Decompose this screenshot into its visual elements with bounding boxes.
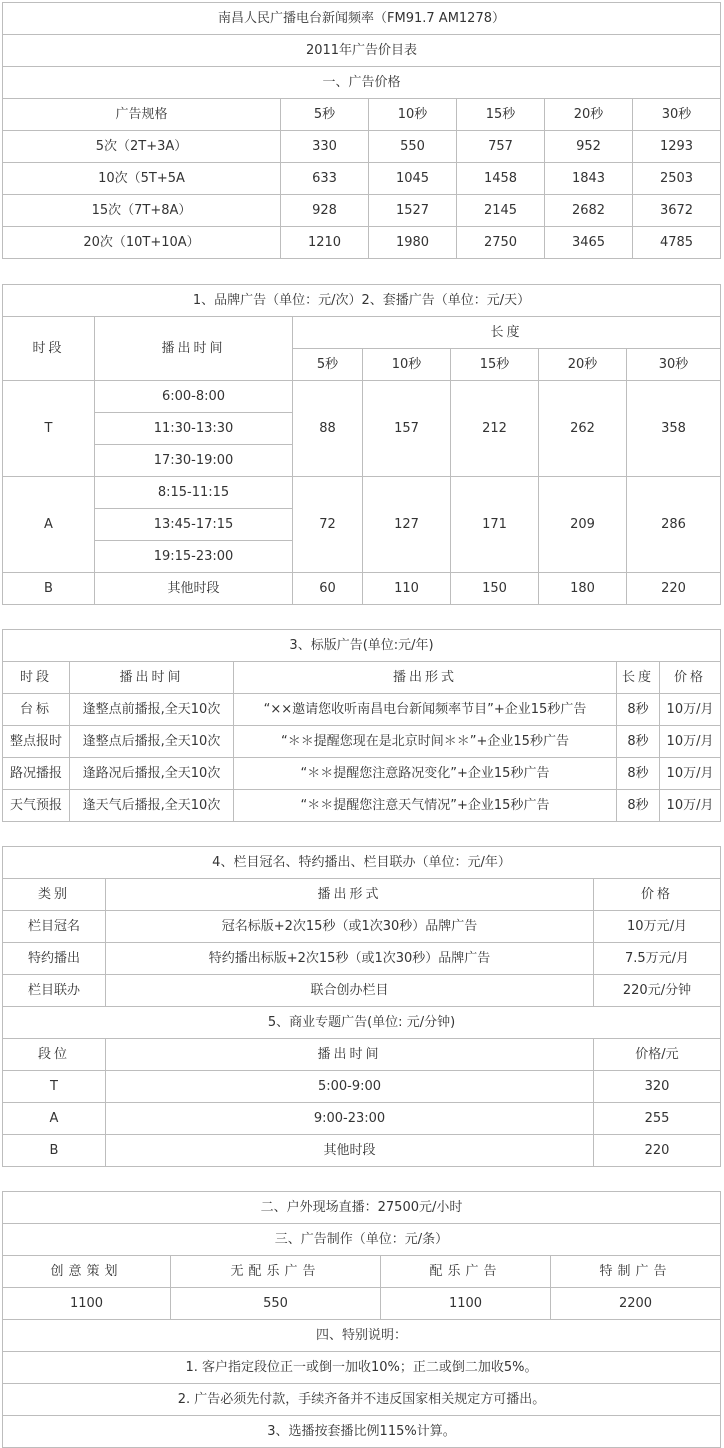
table-cell: A: [3, 1103, 106, 1135]
column-header: 时段: [3, 317, 95, 381]
table-row: [3, 381, 721, 413]
table-cell: 2503: [633, 163, 721, 195]
table-cell: 路况播报: [3, 758, 70, 790]
table-cell: “××邀请您收听南昌电台新闻频率节目”+企业15秒广告: [234, 694, 617, 726]
table-row: [3, 975, 721, 1007]
table-cell: 3465: [545, 227, 633, 259]
column-header: 10秒: [369, 99, 457, 131]
table-cell: “＊＊提醒您注意天气情况”+企业15秒广告: [234, 790, 617, 822]
time-cell: 13:45-17:15: [95, 509, 293, 541]
header-row: [3, 662, 721, 694]
note-text: 1. 客户指定段位正一或倒一加收10%；正二或倒二加收5%。: [3, 1352, 721, 1384]
table-cell: “＊＊提醒您注意路况变化”+企业15秒广告: [234, 758, 617, 790]
table-title-row: [3, 1320, 721, 1352]
table-cell: 联合创办栏目: [106, 975, 594, 1007]
column-header: 段位: [3, 1039, 106, 1071]
table-cell: 20次（10T+10A）: [3, 227, 281, 259]
price-cell: 262: [539, 381, 627, 477]
outdoor-broadcast-price: 二、户外现场直播：27500元/小时: [3, 1192, 721, 1224]
table-cell: 757: [457, 131, 545, 163]
note-row: [3, 1416, 721, 1448]
table-row: [3, 1135, 721, 1167]
column-header: 配乐广告: [381, 1256, 551, 1288]
table-cell: 320: [594, 1071, 721, 1103]
price-table-general: [2, 2, 721, 259]
column-header: 价格: [594, 879, 721, 911]
table-cell: 952: [545, 131, 633, 163]
table-cell: 1100: [3, 1288, 171, 1320]
note-text: 3、选播按套播比例115%计算。: [3, 1416, 721, 1448]
table-row: [3, 1103, 721, 1135]
table-cell: 逢天气后播报,全天10次: [70, 790, 234, 822]
table-cell: 633: [281, 163, 369, 195]
table-title-row: [3, 1224, 721, 1256]
table-cell: 330: [281, 131, 369, 163]
table-cell: 5:00-9:00: [106, 1071, 594, 1103]
period-cell: A: [3, 477, 95, 573]
table-subtitle-row: [3, 35, 721, 67]
section-title: 一、广告价格: [3, 67, 721, 99]
section-title: 四、特别说明：: [3, 1320, 721, 1352]
price-cell: 72: [293, 477, 363, 573]
table-cell: 1210: [281, 227, 369, 259]
table-title-row: [3, 630, 721, 662]
time-cell: 19:15-23:00: [95, 541, 293, 573]
table-title-row: [3, 1007, 721, 1039]
table-row: [3, 790, 721, 822]
price-cell: 88: [293, 381, 363, 477]
table-row: [3, 227, 721, 259]
table-cell: 255: [594, 1103, 721, 1135]
header-row: [3, 879, 721, 911]
table-cell: 2200: [551, 1288, 721, 1320]
table-row: [3, 1288, 721, 1320]
table-cell: T: [3, 1071, 106, 1103]
price-cell: 209: [539, 477, 627, 573]
table-cell: 逢整点后播报,全天10次: [70, 726, 234, 758]
column-header: 5秒: [281, 99, 369, 131]
column-header: 长度: [293, 317, 721, 349]
table-cell: 1293: [633, 131, 721, 163]
table-title-row: [3, 285, 721, 317]
table-cell: 2750: [457, 227, 545, 259]
table-cell: 1045: [369, 163, 457, 195]
price-cell: 212: [451, 381, 539, 477]
column-header: 30秒: [627, 349, 721, 381]
column-header: 长度: [617, 662, 660, 694]
table-row: [3, 943, 721, 975]
table-cell: 1458: [457, 163, 545, 195]
price-cell: 110: [363, 573, 451, 605]
table-cell: 4785: [633, 227, 721, 259]
column-header: 15秒: [451, 349, 539, 381]
table-cell: 550: [369, 131, 457, 163]
column-header: 10秒: [363, 349, 451, 381]
table-cell: 10万元/月: [594, 911, 721, 943]
table-row: [3, 911, 721, 943]
table-cell: 8秒: [617, 726, 660, 758]
price-cell: 220: [627, 573, 721, 605]
column-header: 15秒: [457, 99, 545, 131]
table-cell: 8秒: [617, 694, 660, 726]
table-row: [3, 758, 721, 790]
header-row: [3, 1256, 721, 1288]
price-cell: 157: [363, 381, 451, 477]
table-row: [3, 726, 721, 758]
column-header: 无配乐广告: [171, 1256, 381, 1288]
price-cell: 171: [451, 477, 539, 573]
column-header: 广告规格: [3, 99, 281, 131]
section-title: 1、品牌广告（单位：元/次）2、套播广告（单位：元/天）: [3, 285, 721, 317]
table-row: [3, 694, 721, 726]
column-header: 播出时间: [70, 662, 234, 694]
note-row: [3, 1352, 721, 1384]
table-cell: B: [3, 1135, 106, 1167]
table-cell: 特约播出标版+2次15秒（或1次30秒）品牌广告: [106, 943, 594, 975]
note-row: [3, 1384, 721, 1416]
station-title: 南昌人民广播电台新闻频率（FM91.7 AM1278）: [3, 3, 721, 35]
time-cell: 6:00-8:00: [95, 381, 293, 413]
section-title: 三、广告制作（单位：元/条）: [3, 1224, 721, 1256]
table-cell: 15次（7T+8A）: [3, 195, 281, 227]
table-row: [3, 1071, 721, 1103]
price-table-production: [2, 1191, 721, 1448]
table-cell: 9:00-23:00: [106, 1103, 594, 1135]
table-cell: 冠名标版+2次15秒（或1次30秒）品牌广告: [106, 911, 594, 943]
column-header: 创意策划: [3, 1256, 171, 1288]
table-cell: 8秒: [617, 758, 660, 790]
column-header: 5秒: [293, 349, 363, 381]
table-cell: 10次（5T+5A: [3, 163, 281, 195]
section-row: [3, 67, 721, 99]
table-cell: 10万/月: [660, 726, 721, 758]
table-title-row: [3, 847, 721, 879]
price-cell: 60: [293, 573, 363, 605]
column-header: 播出形式: [234, 662, 617, 694]
table-cell: 10万/月: [660, 758, 721, 790]
column-header: 特制广告: [551, 1256, 721, 1288]
table-cell: 其他时段: [106, 1135, 594, 1167]
table-row: [3, 573, 721, 605]
column-header: 播出形式: [106, 879, 594, 911]
time-cell: 其他时段: [95, 573, 293, 605]
table-cell: 栏目联办: [3, 975, 106, 1007]
table-title-row: [3, 1192, 721, 1224]
price-cell: 286: [627, 477, 721, 573]
price-cell: 358: [627, 381, 721, 477]
table-row: [3, 195, 721, 227]
period-cell: T: [3, 381, 95, 477]
table-cell: 1843: [545, 163, 633, 195]
note-text: 2. 广告必须先付款，手续齐备并不违反国家相关规定方可播出。: [3, 1384, 721, 1416]
table-cell: 1100: [381, 1288, 551, 1320]
table-cell: 220元/分钟: [594, 975, 721, 1007]
table-cell: 550: [171, 1288, 381, 1320]
header-row: [3, 317, 721, 349]
section-title: 4、栏目冠名、特约播出、栏目联办（单位：元/年）: [3, 847, 721, 879]
time-cell: 17:30-19:00: [95, 445, 293, 477]
section-title: 5、商业专题广告(单位: 元/分钟): [3, 1007, 721, 1039]
column-header: 价格/元: [594, 1039, 721, 1071]
table-cell: 5次（2T+3A）: [3, 131, 281, 163]
table-cell: “＊＊提醒您现在是北京时间＊＊”+企业15秒广告: [234, 726, 617, 758]
table-cell: 10万/月: [660, 694, 721, 726]
price-table-sponsorship: [2, 846, 721, 1167]
price-cell: 180: [539, 573, 627, 605]
table-cell: 台标: [3, 694, 70, 726]
table-row: [3, 477, 721, 509]
price-table-brand: [2, 284, 721, 605]
column-header: 时段: [3, 662, 70, 694]
column-header: 播出时间: [95, 317, 293, 381]
table-cell: 2145: [457, 195, 545, 227]
table-cell: 7.5万元/月: [594, 943, 721, 975]
table-cell: 220: [594, 1135, 721, 1167]
price-list-title: 2011年广告价目表: [3, 35, 721, 67]
table-cell: 3672: [633, 195, 721, 227]
price-cell: 127: [363, 477, 451, 573]
column-header: 类别: [3, 879, 106, 911]
column-header: 价格: [660, 662, 721, 694]
table-cell: 2682: [545, 195, 633, 227]
table-cell: 整点报时: [3, 726, 70, 758]
header-row: [3, 99, 721, 131]
table-row: [3, 163, 721, 195]
section-title: 3、标版广告(单位:元/年): [3, 630, 721, 662]
column-header: 20秒: [539, 349, 627, 381]
table-cell: 1527: [369, 195, 457, 227]
table-cell: 特约播出: [3, 943, 106, 975]
column-header: 播出时间: [106, 1039, 594, 1071]
price-cell: 150: [451, 573, 539, 605]
table-cell: 10万/月: [660, 790, 721, 822]
table-cell: 栏目冠名: [3, 911, 106, 943]
header-row: [3, 1039, 721, 1071]
table-cell: 天气预报: [3, 790, 70, 822]
table-cell: 928: [281, 195, 369, 227]
table-title-row: [3, 3, 721, 35]
column-header: 20秒: [545, 99, 633, 131]
table-cell: 8秒: [617, 790, 660, 822]
time-cell: 8:15-11:15: [95, 477, 293, 509]
price-table-logo: [2, 629, 721, 822]
table-cell: 1980: [369, 227, 457, 259]
table-row: [3, 131, 721, 163]
table-cell: 逢整点前播报,全天10次: [70, 694, 234, 726]
column-header: 30秒: [633, 99, 721, 131]
period-cell: B: [3, 573, 95, 605]
table-cell: 逢路况后播报,全天10次: [70, 758, 234, 790]
time-cell: 11:30-13:30: [95, 413, 293, 445]
